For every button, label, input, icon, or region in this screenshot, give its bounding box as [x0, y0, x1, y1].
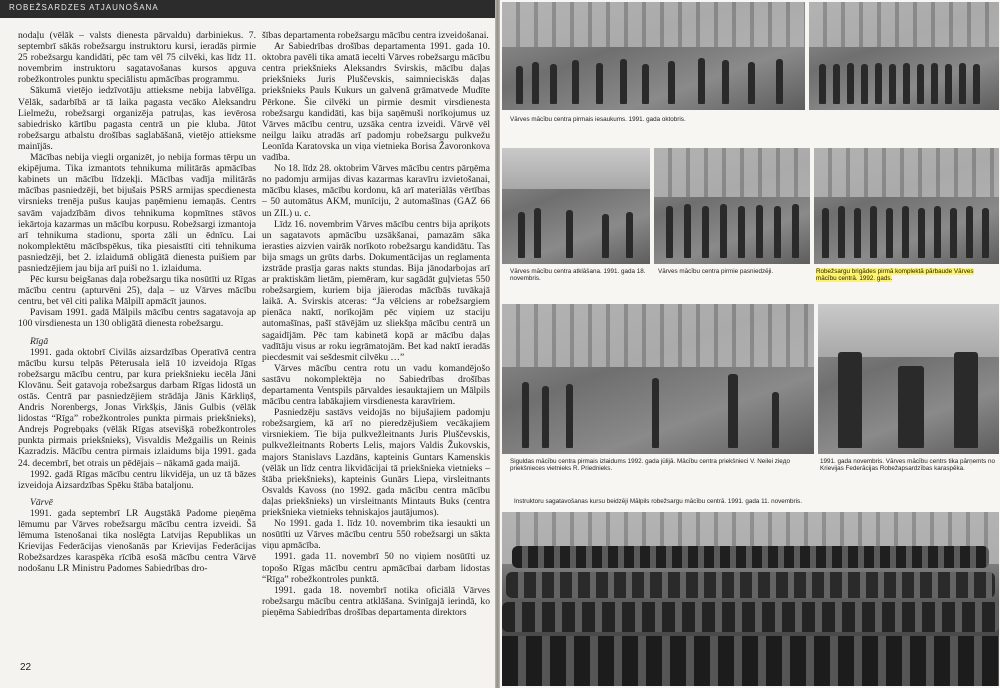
paragraph: nodaļu (vēlāk – valsts dienesta pārvaldu) darbiniekus. 7. septembrī sākās robežsargu instruktoru kursi, ieradās pirmie 25 robežsargu kandidāti, pēc tam vēl 75 cilvēki, kas līdz 11. novembrim instruktoru sagatavošanas kursos apguva robežkontroles punktu speciālistu apmācības programmu. [18, 30, 256, 86]
highlighted-caption-text: Robežsargu brigādes pirmā komplektā pārbaude Vārves mācību centrā. 1992. gads. [816, 268, 974, 283]
left-text-column [18, 30, 256, 575]
paragraph: Vārves mācību centra rotu un vadu komandējošo sastāvu nokomplektēja no Sabiedrības drošības departamenta Ventspils pārvaldes iesauktajiem un Mālpils mācību centra labākajiem virsdienesta karavīriem. [262, 362, 490, 408]
photo-first-conscription [502, 2, 805, 110]
paragraph: 1992. gadā Rīgas mācību centru likvidēja, un uz tā bāzes izveidoja Aizsardzības Spēku štāba bataljonu. [18, 468, 256, 491]
photo-opening-ceremony [502, 148, 650, 264]
paragraph: No 1991. gada 1. līdz 10. novembrim tika iesaukti un nosūtīti uz Vārves mācību centru 550 robežsargi un sākta viņu apmācība. [262, 518, 490, 552]
page-number: 22 [20, 662, 32, 673]
photo-malpils-group [502, 512, 999, 686]
paragraph: 1991. gada septembrī LR Augstākā Padome pieņēma lēmumu par Vārves robežsargu mācību centra izveidi. Šā lēmuma īstenošanai tika noslēgta Latvijas Republikas un Krievijas Federācijas vienošanās par Krievijas Federācijas Robežsardzes karaspēka rīcībā esošā mācību centra Vārvē nodošanu LR Ministru Padomes Sabiedrības dro- [18, 507, 256, 575]
caption-takeover: 1991. gada novembris. Vārves mācību centrs tika pārņemts no Krievijas Federācijas Robežapsardzības karaspēka. [820, 458, 996, 473]
running-header [0, 0, 495, 18]
paragraph: Līdz 16. novembrim Vārves mācību centrs bija apriķots un sagatavots apmācību uzsākšanai, pamazām sāka ierasties aizvien vairāk norīkoto robežsargu kandidātu. Tas bija smags un grūts darbs. Dokumentācijas un reglamenta izstrāde prasīja garas nakts stundas. Bija jānodarbojas arī ar praktiskām lietām, piemēram, kur sagādāt guļvietas 550 robežsargiem, kuriem bija jāierodas mācībās tuvākajā laikā. A. Svirskis atceras: “Ja vēlciens ar robežsargiem pienāca naktī, norīkojām pēc viņiem uz staciju automašīnas, pašī stāvējām uz sliekšņa mācību centrā un sagaidījām. Pēc tam kabinetā kopā ar mācību daļas vadītāju visus ar roku iegrāmatojām. Bet kad naktī ieradās piecdesmit vai sešdesmit cilvēku …” [262, 218, 490, 363]
section-heading-riga: Rīgā [30, 335, 49, 347]
paragraph: Pēc kursu beigšanas daļa robežsargu tika nosūtīti uz Rīgas mācību centru (apturvēni 25), daļa – uz Vārves mācību centru, bet vēl citi palika Mālpilī apmācīt jaunos. [18, 274, 256, 308]
photo-brigade-inspection [814, 148, 999, 264]
right-text-column [262, 30, 490, 618]
paragraph: Sākumā vietējo iedzīvotāju attieksme nebija labvēlīga. Vēlāk, sadarbībā ar tā laika pagasta vecāko Aleksandru Lielmežu, robežsargi organizēja patruļas, kas ievērosa sabiedrisko kārtību pagasta centrā un pie kluba. Jūtot robežsargu atbalstu drošības saglabāšanā, vietējo attieksme mainījās. [18, 85, 256, 152]
caption-sigulda-graduation: Siguldas mācību centra pirmais izlaidums 1992. gada jūlijā. Mācību centra priekšnieci V. Neilei zieдо priekšnieces vietnieks R. Priednieks. [510, 458, 790, 473]
caption-opening-ceremony: Vārves mācību centra atklāšana. 1991. gada 18. novembris. [510, 268, 646, 283]
left-page [0, 0, 495, 688]
paragraph: 1991. gada 11. novembrī 50 no viņiem nosūtīti uz topošo Rīgas mācību centru apmācībai darbam lidostas “Rīga” robežkontroles punktā. [262, 551, 490, 585]
right-page [500, 0, 1000, 688]
paragraph: Pavisam 1991. gadā Mālpils mācību centrs sagatavoja ap 100 virsdienesta un 130 obligātā dienesta robežsargu. [18, 307, 256, 330]
paragraph: šības departamenta robežsargu mācību centra izveidošanai. [262, 30, 489, 41]
paragraph: No 18. līdz 28. oktobrim Vārves mācību centrs pārņēma no padomju armijas divas kazarmas karavīru izvietošanai, mācību klases, mācību kordonu, kā arī materiālās vērtības – 50 automātus AKM, munīciju, 2 automašīnas (GAZ 66 un ZIL) u. c. [262, 163, 490, 219]
paragraph: 1991. gada oktobrī Civilās aizsardzības Operatīvā centra mācību kursu telpās Pēterusala ielā 10 izveidoja Rīgas robežsargu mācību centru, par kura priekšnieku iecēla Jāni Klovānu. Šeit gatavoja robežsargus darbam Rīgas lidostā un ostās. Centrā par pasniedzējiem strādāja Jānis Kārkliņš, Andris Norenbergs, Jonas Virkšķis, Jānis Gulbis (vēlāk lidostas “Rīga” robežkontroles punkta pirmais priekšnieks), Andrejs Pogrebņaks (vēlāk Rīgas atsevišķā robežkontroles punkta pirmais priekšnieks), Visvaldis Mežgailis un Reinis Kazradzis. Mācību centra pirmais izlaidums bija 1991. gada 24. decembrī, bet otrais un pēdējais – nākamā gada maijā. [18, 346, 256, 469]
paragraph: Mācības nebija viegli organizēt, jo nebija formas tērpu un ekipējuma. Tika izmantots tehnikuma militārās apmācības kabinets un mācību līdzekļi. Mācības vadīja militārās mācības pasniedzēji, bet bijušais PSRS armijas specdienesta virsnieks trenēja pušus kaujas paņēmienu iemaņās. Centrs savām vajadzībām divos tehnikuma kopmītnes stāvos iekārtoja kazarmas un mācību korpusu. Robežsargi izmantoja arī tehnikuma stadionu, sporta zāli un ēdnīcu. Lai nokomplektētu mācībspēkus, tika piesaistīti citi tehnikuma pasniedzēji, bet 2. izlaidumā obligātā dienesta puišiem par pasniedzējiem jau bija arī puiši no 1. izlaiduma. [18, 152, 256, 274]
paragraph: Pasniedzēju sastāvs veidojās no bijušajiem padomju robežsargiem, kā arī no pieredzējušiem vecākajiem virsniekiem. Tie bija pulkvežleitnants Juris Pluščevskis, pulkvežleitnants Roberts Lelis, majors Valdis Žukovskis, majors Stanislavs Lazdāns, kapteinis Guntars Kamenskis (vēlāk un līdz centra likvidācijai tā priekšnieka vietnieks – štāba priekšnieks), kapteinis Gunārs Liepa, virsleitnants Osvalds Kavoss (no 1992. gada mācību centra mācību daļas priekšnieks) un virsleitnants Mintauts Buks (centra priekšnieka vietnieks tehniskajos jautājumos). [262, 407, 490, 519]
caption-first-instructors: Vārves mācību centra pirmie pasniedzēji. [658, 268, 774, 275]
paragraph: 1991. gada 18. novembrī notika oficiālā Vārves robežsargu mācību centra atklāšana. Svinīgajā ierindā, ko pieņēma Sabiedrības drošības departamenta direktors [262, 584, 490, 618]
paragraph: Ar Sabiedrības drošības departamenta 1991. gada 10. oktobra pavēli tika amatā iecelti Vārves robežsargu mācību centra priekšnieks Aleksandrs Svirskis, mācību daļas priekšnieks Juris Pluščevskis, saimnieciskās daļas priekšnieks Pauls Kukurs un galvenā grāmatvede Mudīte Pērkone. Šie cilvēki un pirmie desmit virsdienesta robežsargu kandidāti, kas bija saņēmuši norīkojumus uz Vārves mācību centru, uzsāka centra izveidi. Vārvē vēl neilgu laiku atradās arī padomju robežsargu pulkvežu Leonīda Karatovska un viņa vietnieka Borisa Žavoronkova vadība. [262, 41, 490, 164]
photo-sigulda-graduation [502, 304, 814, 454]
running-header-title: ROBEŽSARDZES ATJAUNOŠANA [9, 3, 159, 12]
section-heading-varve: Vārvē [30, 496, 53, 508]
caption-brigade-inspection [816, 268, 994, 283]
photo-first-instructors [654, 148, 810, 264]
photo-formation-line [809, 2, 999, 110]
caption-first-conscription: Vārves mācību centra pirmais iesaukums. 1991. gada oktobris. [510, 116, 686, 123]
photo-takeover-officers [818, 304, 999, 454]
caption-instructor-course-graduates: Instruktoru sagatavošanas kursu beidzēji Mālpils robežsargu mācību centrā. 1991. gada 11. novembris. [514, 498, 802, 505]
